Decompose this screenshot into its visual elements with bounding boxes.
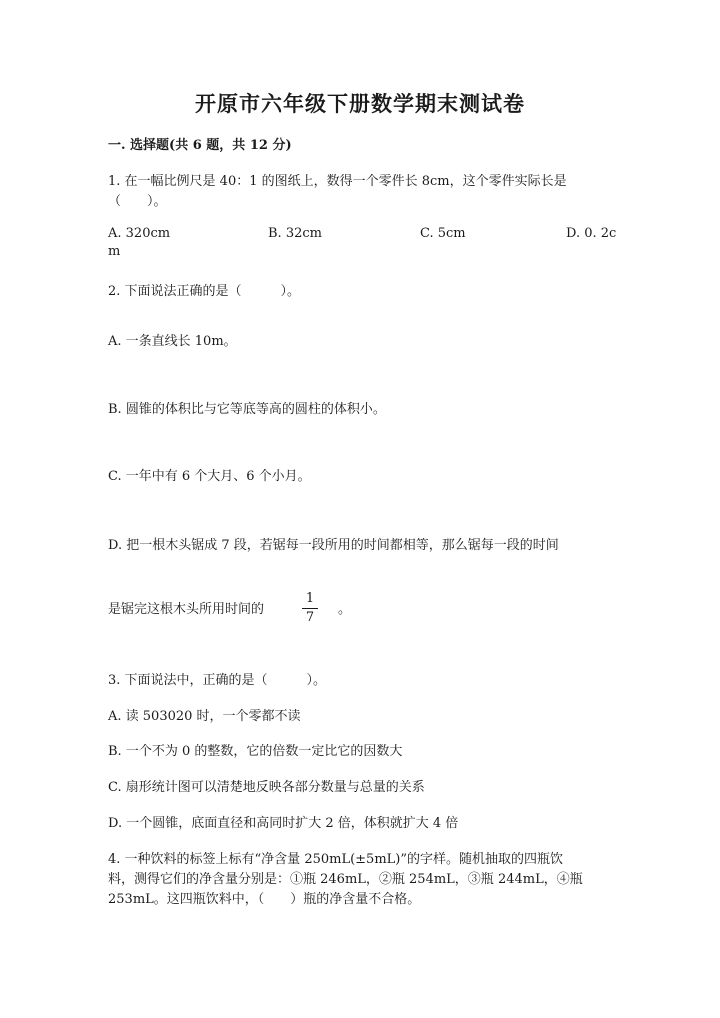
fraction-numerator: 1 xyxy=(305,591,315,606)
fraction-one-seventh xyxy=(300,592,320,625)
page-title: 开原市六年级下册数学期末测试卷 xyxy=(195,91,525,116)
question-2-stem: 2. 下面说法正确的是（ ）。 xyxy=(108,284,301,299)
question-1-option-c: C. 5cm xyxy=(420,226,466,241)
question-3-option-a: A. 读 503020 时，一个零都不读 xyxy=(108,709,301,724)
section-heading: 一. 选择题(共 6 题，共 12 分) xyxy=(108,138,292,153)
question-2-option-a: A. 一条直线长 10m。 xyxy=(108,334,237,349)
question-4-line2: 料，测得它们的净含量分别是：①瓶 246mL，②瓶 254mL，③瓶 244mL，④瓶 xyxy=(108,872,583,887)
question-3-stem: 3. 下面说法中，正确的是（ ）。 xyxy=(108,673,327,688)
question-1-stem-line1: 1. 在一幅比例尺是 40：1 的图纸上，数得一个零件长 8cm，这个零件实际长是 xyxy=(108,174,567,189)
question-3-option-b: B. 一个不为 0 的整数，它的倍数一定比它的因数大 xyxy=(108,744,403,759)
question-4-line3: 253mL。这四瓶饮料中，（ ）瓶的净含量不合格。 xyxy=(108,892,421,907)
question-2-option-c: C. 一年中有 6 个大月、6 个小月。 xyxy=(108,469,311,484)
question-2-option-d-line1: D. 把一根木头锯成 7 段，若锯每一段所用的时间都相等，那么锯每一段的时间 xyxy=(108,538,559,553)
question-1-option-b: B. 32cm xyxy=(268,226,322,241)
question-2-option-d-line2: 是锯完这根木头所用时间的 xyxy=(108,602,265,617)
question-1-option-a: A. 320cm xyxy=(108,226,171,241)
question-1-option-d-wrap: m xyxy=(108,244,121,259)
fraction-bar xyxy=(302,608,318,609)
fraction-denominator: 7 xyxy=(305,610,315,625)
question-2-option-d-suffix: 。 xyxy=(338,602,352,617)
question-3-option-c: C. 扇形统计图可以清楚地反映各部分数量与总量的关系 xyxy=(108,780,425,795)
question-4-line1: 4. 一种饮料的标签上标有“净含量 250mL(±5mL)”的字样。随机抽取的四瓶饮 xyxy=(108,852,564,867)
question-2-option-b: B. 圆锥的体积比与它等底等高的圆柱的体积小。 xyxy=(108,402,386,417)
question-1-stem-line2: （ ）。 xyxy=(108,194,167,209)
question-3-option-d: D. 一个圆锥，底面直径和高同时扩大 2 倍，体积就扩大 4 倍 xyxy=(108,816,459,831)
question-1-option-d: D. 0. 2c xyxy=(566,226,617,241)
